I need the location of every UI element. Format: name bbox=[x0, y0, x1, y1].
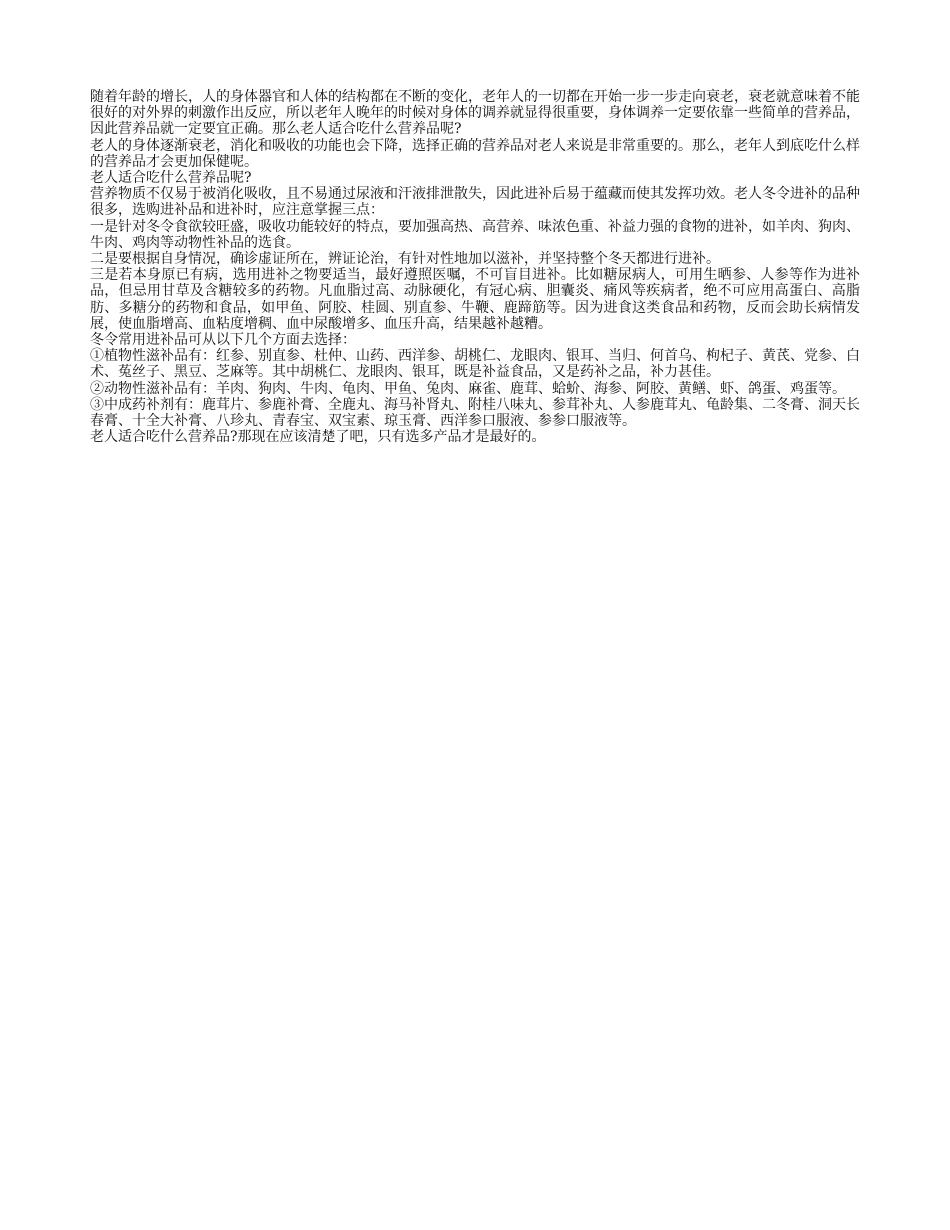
animal-tonics-paragraph: ②动物性滋补品有：羊肉、狗肉、牛肉、龟肉、甲鱼、兔肉、麻雀、鹿茸、蛤蚧、海参、阿胶、黄鳝、虾、鸽蛋、鸡蛋等。 bbox=[90, 380, 846, 397]
list-intro-paragraph: 冬令常用进补品可从以下几个方面去选择： bbox=[90, 332, 356, 349]
conclusion-paragraph: 老人适合吃什么营养品?那现在应该清楚了吧，只有选多产品才是最好的。 bbox=[90, 429, 546, 446]
question-heading: 老人适合吃什么营养品呢? bbox=[90, 170, 252, 187]
plant-tonics-paragraph: ①植物性滋补品有：红参、别直参、杜仲、山药、西洋参、胡桃仁、龙眼肉、银耳、当归、何首乌、枸杞子、黄芪、党参、白术、菟丝子、黑豆、芝麻等。其中胡桃仁、龙眼肉、银耳，既是补益食品，又是药补之品，补力甚佳。 bbox=[90, 348, 860, 381]
patent-medicine-paragraph: ③中成药补剂有：鹿茸片、参鹿补膏、全鹿丸、海马补肾丸、附桂八味丸、参茸补丸、人参鹿茸丸、龟龄集、二冬膏、洞天长春膏、十全大补膏、八珍丸、青春宝、双宝素、琼玉膏、西洋参口服液、参参口服液等。 bbox=[90, 396, 860, 430]
intro-paragraph: 随着年龄的增长，人的身体器官和人体的结构都在不断的变化，老年人的一切都在开始一步一步走向衰老，衰老就意味着不能很好的对外界的刺激作出反应，所以老年人晚年的时候对身体的调养就显得很重要，身体调养一定要依靠一些简单的营养品，因此营养品就一定要宜正确。那么老人适合吃什么营养品呢? bbox=[90, 89, 860, 138]
point-three-paragraph: 三是若本身原已有病，选用进补之物要适当，最好遵照医嘱，不可盲目进补。比如糖尿病人，可用生晒参、人参等作为进补品，但忌用甘草及含糖较多的药物。凡血脂过高、动脉硬化，有冠心病、胆囊炎、痛风等疾病者，绝不可应用高蛋白、高脂肪、多糖分的药物和食品，如甲鱼、阿胶、桂圆、别直参、牛鞭、鹿蹄筋等。因为进食这类食品和药物，反而会助长病情发展，使血脂增高、血粘度增稠、血中尿酸增多、血压升高，结果越补越糟。 bbox=[90, 267, 860, 332]
document-body bbox=[90, 89, 860, 445]
point-one-paragraph: 一是针对冬令食欲较旺盛，吸收功能较好的特点，要加强高热、高营养、味浓色重、补益力强的食物的进补，如羊肉、狗肉、牛肉、鸡肉等动物性补品的选食。 bbox=[90, 218, 860, 251]
body-paragraph: 老人的身体逐渐衰老，消化和吸收的功能也会下降，选择正确的营养品对老人来说是非常重要的。那么，老年人到底吃什么样的营养品才会更加保健呢。 bbox=[90, 137, 860, 170]
point-two-paragraph: 二是要根据自身情况，确诊虚证所在，辨证论治，有针对性地加以滋补，并坚持整个冬天都进行进补。 bbox=[90, 251, 720, 268]
body-paragraph: 营养物质不仅易于被消化吸收，且不易通过尿液和汗液排泄散失，因此进补后易于蕴藏而使其发挥功效。老人冬令进补的品种很多，选购进补品和进补时，应注意掌握三点： bbox=[90, 186, 860, 219]
